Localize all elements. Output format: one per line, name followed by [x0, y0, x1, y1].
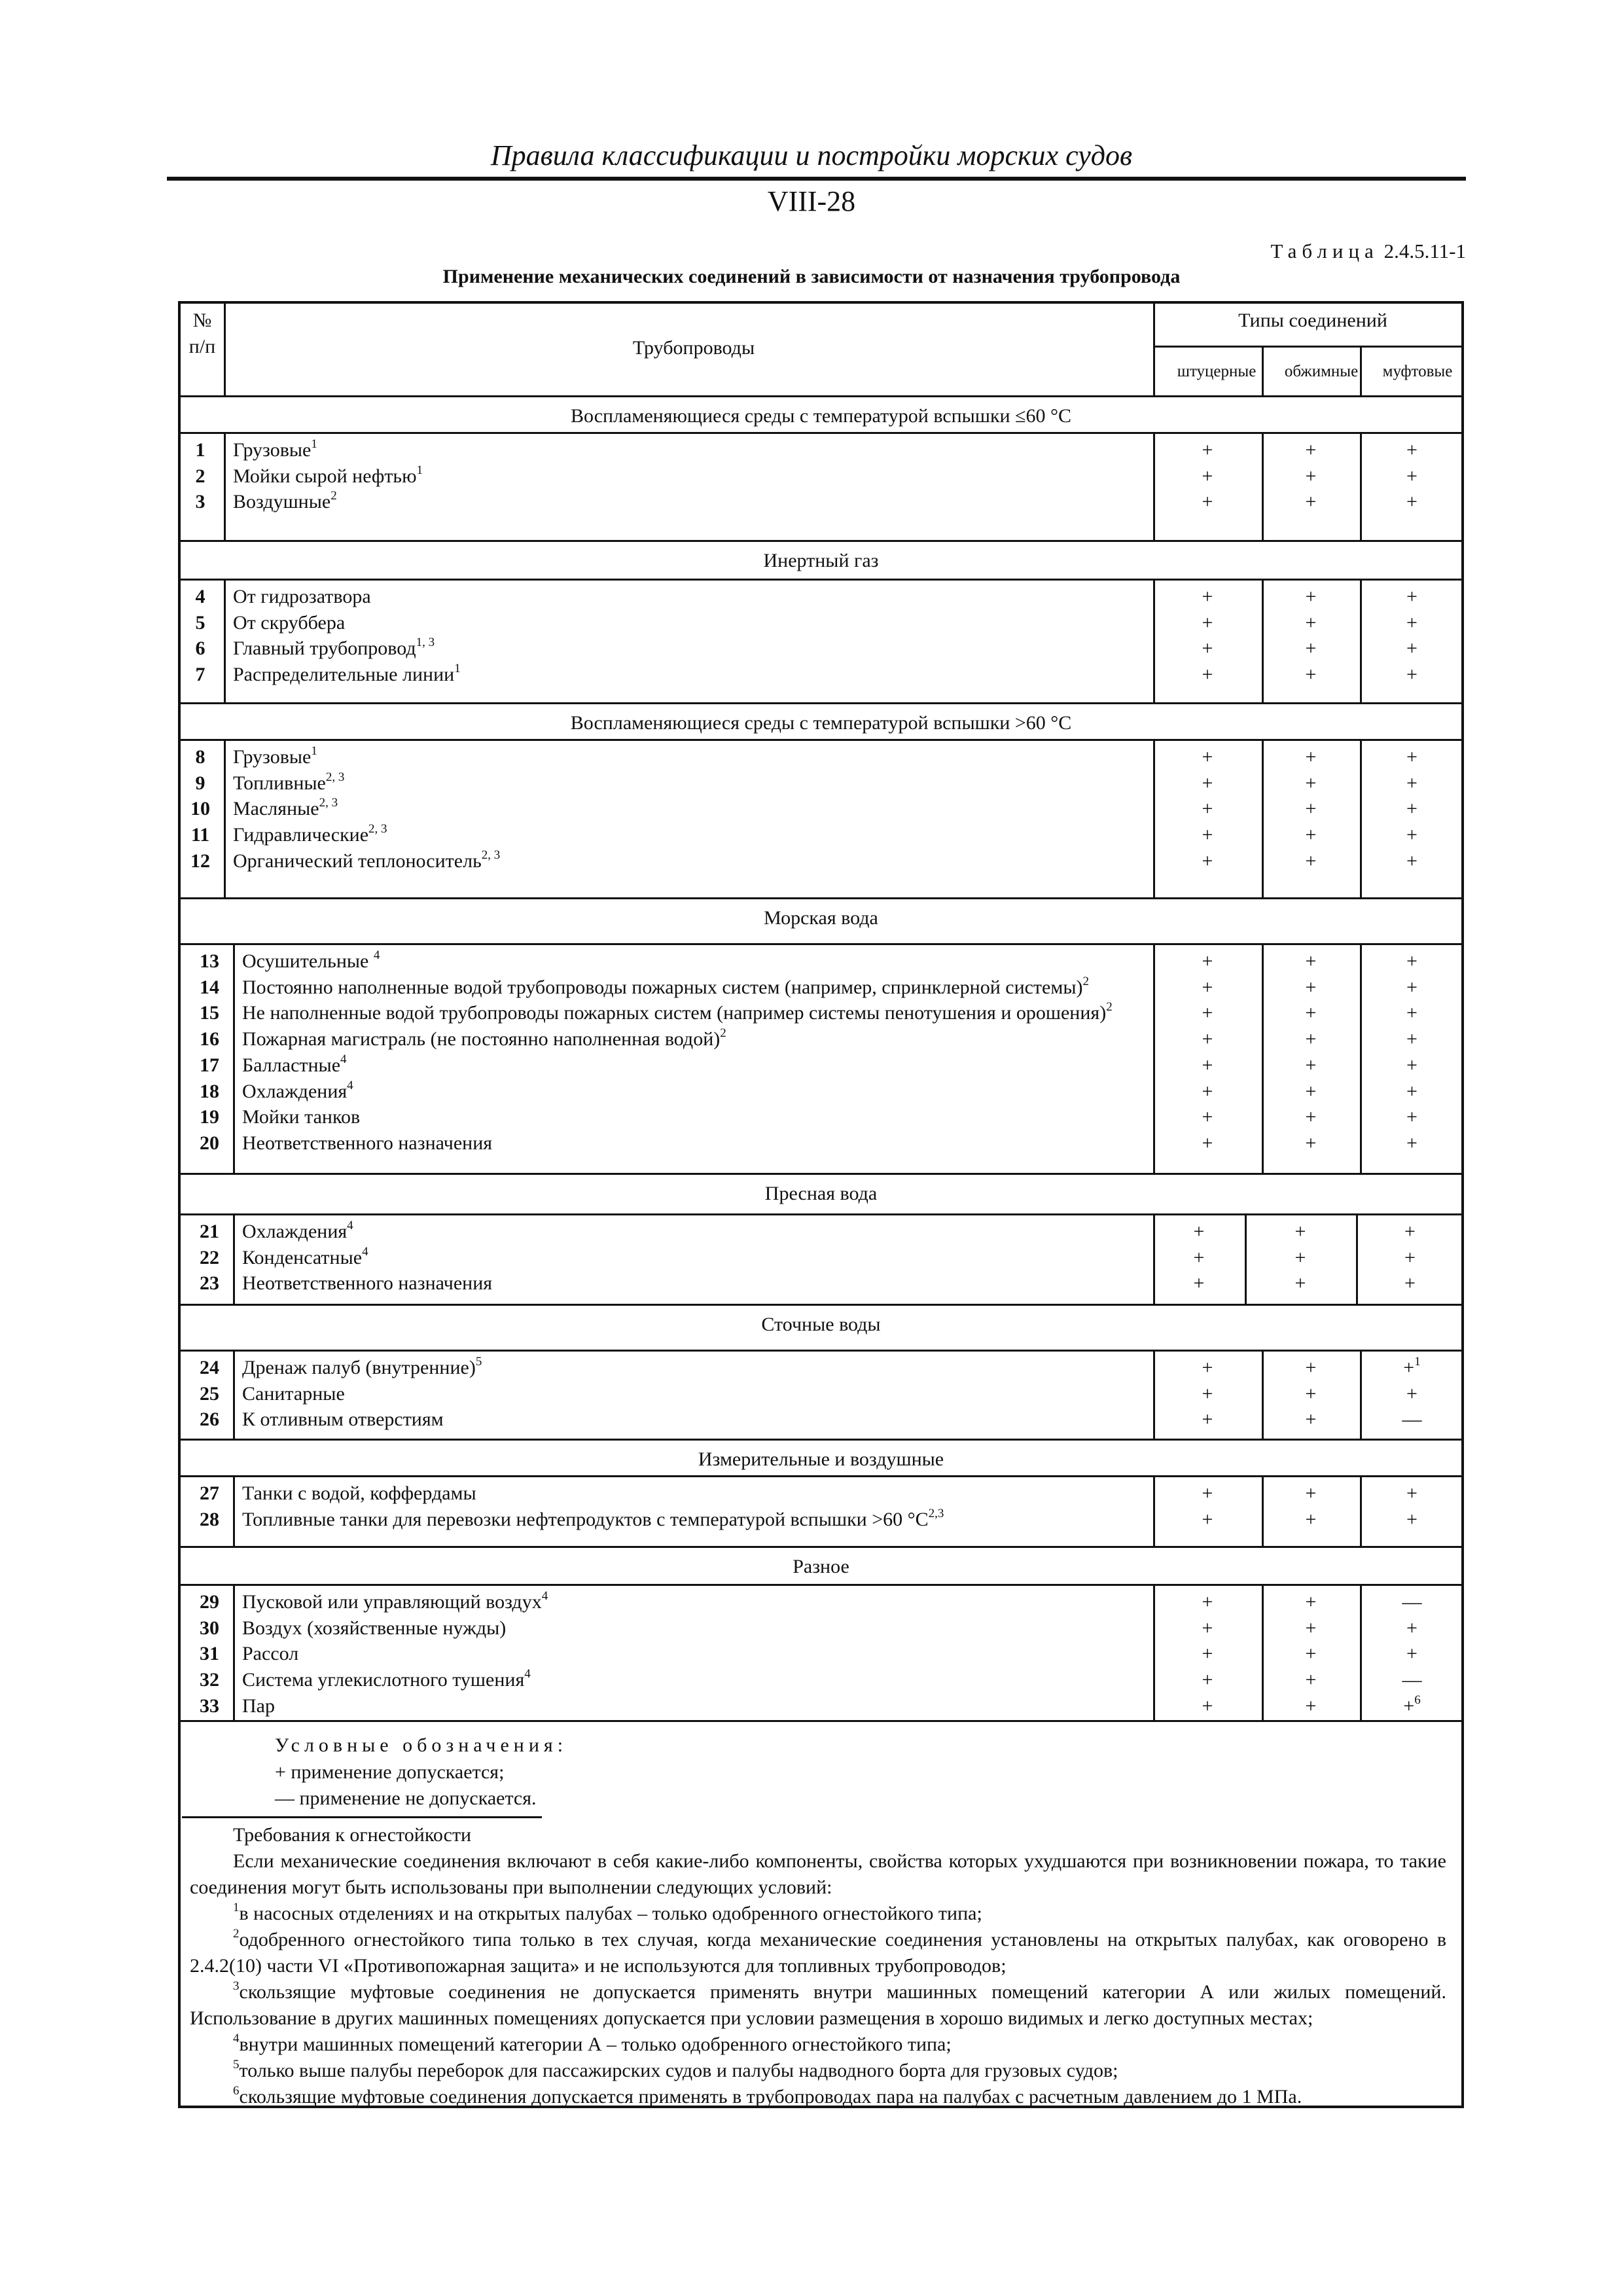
column-divider: [1360, 579, 1362, 702]
mark-b: +: [1305, 1591, 1317, 1613]
mark-c: +: [1406, 746, 1418, 768]
column-divider: [1245, 1213, 1247, 1304]
row-number: 22: [200, 1246, 219, 1268]
mark-c: +: [1406, 772, 1418, 794]
mark-a: +: [1202, 1132, 1213, 1154]
footnote-ref: 2: [720, 1026, 726, 1041]
number-divider: [224, 739, 226, 897]
mark-c: +: [1406, 465, 1418, 487]
mark-c: +: [1406, 1054, 1418, 1076]
row-number: 6: [195, 637, 205, 660]
section-rule: [178, 1546, 1464, 1548]
footnote-ref: 2, 3: [368, 822, 387, 836]
mark-c: +$^6$: [1403, 1693, 1421, 1717]
mark-c: +: [1406, 1002, 1418, 1024]
mark-a: +: [1202, 586, 1213, 607]
mark-b: +: [1294, 1272, 1306, 1295]
mark-a: +: [1202, 611, 1213, 634]
number-divider: [233, 1350, 235, 1439]
mark-a: +: [1202, 798, 1213, 820]
note-number: 6: [233, 2084, 240, 2098]
footnote-rule: [182, 1816, 542, 1818]
mark-a: +: [1193, 1272, 1205, 1295]
column-divider: [1360, 943, 1362, 1173]
mark-b: +: [1305, 1695, 1317, 1717]
section-rule: [178, 1213, 1464, 1215]
row-number: 32: [200, 1669, 219, 1691]
footnote-ref: 2: [1106, 1000, 1113, 1014]
row-name: Воздушные$^2$: [233, 489, 337, 513]
row-number: 1: [195, 439, 205, 461]
mark-b: +: [1305, 976, 1317, 998]
mark-a: +: [1202, 465, 1213, 487]
footnote-ref: 4: [340, 1052, 347, 1066]
footnote-ref: 4: [347, 1078, 353, 1092]
table-title: Применение механических соединений в зависимости от назначения трубопровода: [442, 266, 1181, 287]
row-name: Мойки танков: [242, 1106, 361, 1128]
row-name: Пусковой или управляющий воздух$^4$: [242, 1589, 548, 1613]
column-divider: [1262, 739, 1264, 897]
section-title: Инертный газ: [763, 550, 879, 571]
col-header-no-sub: п/п: [188, 336, 216, 357]
mark-c: +: [1406, 637, 1418, 660]
row-name: Воздух (хозяйственные нужды): [242, 1617, 507, 1639]
footnote-ref: 2,3: [928, 1506, 944, 1520]
mark-c: +: [1406, 950, 1418, 972]
section-title: Морская вода: [764, 907, 878, 929]
mark-c: —: [1402, 1408, 1422, 1431]
mark-a: +: [1202, 1408, 1213, 1431]
mark-a: +: [1202, 1669, 1213, 1691]
row-number: 2: [195, 465, 205, 487]
notes-intro: Если механические соединения включают в себя какие-либо компоненты, свойства которых ухудшаются при возникновении пожара, то такие соединения могут быть использованы при выполнении следующих условий:: [190, 1850, 1446, 1898]
footnote-ref: 4: [347, 1219, 353, 1232]
mark-a: +: [1202, 1002, 1213, 1024]
note-item: $^2$одобренного огнестойкого типа только в тех случая, когда механические соединения установлены на открытых палубах, как оговорено в 2.4.2(10) части VI «Противопожарная защита» и не используются для топливных трубопроводов;: [190, 1927, 1446, 1977]
mark-a: +: [1202, 1591, 1213, 1613]
col-header-no: №: [192, 310, 212, 331]
footnote-ref: 1, 3: [416, 636, 435, 650]
row-name: Дренаж палуб (внутренние)$^5$: [242, 1355, 482, 1378]
row-number: 25: [200, 1382, 219, 1405]
fire-resistance-notes: [190, 1822, 1446, 2110]
row-number: 5: [195, 611, 205, 634]
row-number: 9: [195, 772, 205, 794]
mark-b: +: [1305, 611, 1317, 634]
mark-c: +: [1406, 1508, 1418, 1530]
column-divider: [1262, 943, 1264, 1173]
row-name: Неответственного назначения: [242, 1132, 493, 1154]
row-number: 24: [200, 1357, 219, 1378]
running-title: Правила классификации и постройки морских судов: [490, 139, 1133, 171]
mark-c: +: [1406, 1382, 1418, 1405]
row-name: От гидрозатвора: [233, 586, 371, 607]
column-divider: [1262, 1350, 1264, 1439]
legend-title: Условные обозначения:: [275, 1734, 568, 1756]
section-rule: [178, 702, 1464, 704]
column-divider: [1360, 1350, 1362, 1439]
mark-c: +: [1406, 850, 1418, 872]
column-divider: [1360, 1475, 1362, 1546]
row-number: 28: [200, 1508, 219, 1530]
column-divider: [1262, 432, 1264, 540]
row-number: 29: [200, 1591, 219, 1613]
header-rule: [167, 177, 1466, 181]
footnote-ref: 4: [362, 1244, 368, 1259]
mark-b: +: [1294, 1221, 1306, 1242]
section-rule: [178, 1475, 1464, 1477]
row-number: 7: [195, 664, 205, 686]
mark-a: +: [1202, 850, 1213, 872]
number-divider: [233, 1475, 235, 1546]
mark-c: +: [1406, 1617, 1418, 1639]
mark-a: +: [1202, 1508, 1213, 1530]
mark-c: +: [1404, 1221, 1416, 1242]
notes-heading: Требования к огнестойкости: [233, 1824, 472, 1846]
mark-a: +: [1202, 1357, 1213, 1378]
header-divider-sleeve: [1360, 346, 1362, 395]
row-number: 3: [195, 491, 205, 513]
header-divider-sub: [1153, 346, 1464, 348]
row-number: 21: [200, 1221, 219, 1242]
mark-c: +: [1406, 1643, 1418, 1665]
row-number: 19: [200, 1106, 219, 1128]
column-divider: [1153, 1350, 1155, 1439]
column-divider: [1153, 1584, 1155, 1720]
section-rule: [178, 395, 1464, 397]
mark-c: +: [1404, 1272, 1416, 1295]
section-title: Пресная вода: [764, 1183, 878, 1204]
row-number: 20: [200, 1132, 219, 1154]
number-divider: [233, 1213, 235, 1304]
table-label-word: Таблица: [1270, 240, 1379, 262]
section-title: Воспламеняющиеся среды с температурой вспышки ≤60 °С: [570, 405, 1072, 427]
mark-a: +: [1202, 976, 1213, 998]
row-number: 8: [195, 746, 205, 768]
mark-a: +: [1202, 1617, 1213, 1639]
row-number: 27: [200, 1482, 219, 1504]
mark-a: +: [1202, 1054, 1213, 1076]
mark-b: +: [1305, 1106, 1317, 1128]
mark-a: +: [1202, 491, 1213, 513]
section-rule: [178, 432, 1464, 434]
note-item: $^6$скользящие муфтовые соединения допускается применять в трубопроводах пара на палубах с расчетным давлением до 1 МПа.: [233, 2084, 1302, 2108]
row-number: 11: [190, 824, 210, 846]
row-name: Система углекислотного тушения$^4$: [242, 1667, 531, 1691]
col-header-sleeve: муфтовые: [1382, 363, 1453, 380]
page-number: VIII-28: [767, 185, 856, 217]
row-number: 31: [200, 1643, 219, 1665]
mark-b: +: [1305, 746, 1317, 768]
col-header-pipelines: Трубопроводы: [632, 337, 755, 359]
footnote-ref: 5: [475, 1355, 482, 1369]
section-rule: [178, 540, 1464, 542]
row-name: Распределительные линии$^1$: [233, 662, 461, 686]
note-number: 5: [233, 2058, 240, 2072]
section-rule: [178, 739, 1464, 741]
row-name: Осушительные $^4$: [242, 948, 380, 972]
mark-b: +: [1305, 637, 1317, 660]
mark-b: +: [1305, 664, 1317, 686]
mark-a: +: [1202, 1106, 1213, 1128]
row-number: 23: [200, 1272, 219, 1295]
footnote-ref: 2, 3: [319, 796, 338, 810]
mark-c: —: [1402, 1591, 1422, 1613]
footnote-ref: 2: [1082, 974, 1089, 988]
note-item: $^4$внутри машинных помещений категории А – только одобренного огнестойкого типа;: [233, 2032, 952, 2055]
row-name: Мойки сырой нефтью$^1$: [233, 463, 423, 487]
mark-b: +: [1305, 850, 1317, 872]
section-title: Воспламеняющиеся среды с температурой вспышки >60 °С: [570, 712, 1072, 734]
row-name: Пар: [242, 1695, 275, 1717]
mark-a: +: [1202, 1382, 1213, 1405]
mark-a: +: [1202, 1643, 1213, 1665]
mark-c: +: [1406, 1028, 1418, 1050]
mark-a: +: [1202, 772, 1213, 794]
footnote-ref: 6: [1414, 1693, 1421, 1707]
mark-a: +: [1202, 824, 1213, 846]
mark-b: +: [1305, 1617, 1317, 1639]
footnote-ref: 2: [330, 489, 337, 503]
row-name: Пожарная магистраль (не постоянно наполненная водой)$^2$: [242, 1026, 726, 1050]
mark-b: +: [1305, 1508, 1317, 1530]
mark-b: +: [1305, 1482, 1317, 1504]
mark-c: +: [1406, 798, 1418, 820]
footnote-ref: 4: [373, 948, 380, 962]
mark-c: +: [1406, 1106, 1418, 1128]
mark-b: +: [1305, 439, 1317, 461]
section-rule: [178, 1439, 1464, 1441]
column-divider: [1356, 1213, 1358, 1304]
row-name: Неответственного назначения: [242, 1272, 493, 1295]
note-item: $^1$в насосных отделениях и на открытых палубах – только одобренного огнестойкого типа;: [233, 1901, 982, 1924]
note-number: 2: [233, 1927, 240, 1941]
section-title: Сточные воды: [761, 1314, 881, 1335]
table-number: 2.4.5.11-1: [1383, 240, 1466, 262]
number-divider: [224, 432, 226, 540]
mark-b: +: [1305, 1408, 1317, 1431]
note-item: $^5$только выше палубы переборок для пассажирских судов и палубы надводного борта для грузовых судов;: [233, 2058, 1118, 2081]
mark-c: +: [1406, 976, 1418, 998]
row-number: 17: [200, 1054, 219, 1076]
mark-c: +: [1406, 611, 1418, 634]
footnote-ref: 1: [1414, 1355, 1421, 1369]
footnote-ref: 4: [541, 1589, 548, 1603]
section-rule: [178, 943, 1464, 945]
row-number: 15: [200, 1002, 219, 1024]
col-header-types: Типы соединений: [1238, 310, 1387, 331]
mark-b: +: [1305, 1002, 1317, 1024]
note-number: 4: [233, 2032, 240, 2045]
mark-c: +$^1$: [1403, 1355, 1421, 1378]
notes-list: [190, 1901, 1446, 2110]
footnote-ref: 4: [524, 1667, 531, 1681]
column-divider: [1153, 739, 1155, 897]
header-divider-crimp: [1262, 346, 1264, 395]
row-number: 10: [190, 798, 210, 820]
mark-c: +: [1406, 824, 1418, 846]
mark-c: +: [1406, 1132, 1418, 1154]
mark-b: +: [1294, 1246, 1306, 1268]
note-number: 1: [233, 1901, 240, 1914]
mark-b: +: [1305, 1357, 1317, 1378]
section-rule: [178, 1350, 1464, 1352]
column-divider: [1262, 1584, 1264, 1720]
mark-c: —: [1402, 1669, 1422, 1691]
row-name: Охлаждения$^4$: [242, 1219, 353, 1242]
row-number: 18: [200, 1080, 219, 1102]
number-divider: [224, 579, 226, 702]
mark-a: +: [1202, 1695, 1213, 1717]
row-name: Не наполненные водой трубопроводы пожарных систем (например системы пенотушения и орошения)$^2$: [242, 1000, 1113, 1024]
mark-a: +: [1202, 1028, 1213, 1050]
note-item: $^3$скользящие муфтовые соединения не допускается применять внутри машинных помещений категории А или жилых помещений. Использование в других машинных помещениях допускается при условии размещения в хорошо видимых и легко доступных местах;: [190, 1979, 1446, 2029]
row-number: 12: [190, 850, 210, 872]
section-title: Измерительные и воздушные: [698, 1448, 944, 1470]
column-divider: [1153, 1213, 1155, 1304]
column-divider: [1153, 943, 1155, 1173]
legend-dash: — применение не допускается.: [275, 1787, 537, 1809]
footnote-ref: 2, 3: [481, 848, 501, 862]
mark-b: +: [1305, 1382, 1317, 1405]
footnote-ref: 1: [311, 744, 317, 758]
mark-c: +: [1406, 439, 1418, 461]
row-number: 4: [195, 586, 205, 607]
mark-a: +: [1202, 1080, 1213, 1102]
column-divider: [1153, 1475, 1155, 1546]
row-name: Постоянно наполненные водой трубопроводы пожарных систем (например, спринклерной системы)$^2$: [242, 974, 1089, 998]
row-name: Санитарные: [242, 1382, 345, 1405]
row-number: 13: [200, 950, 219, 972]
row-name: Органический теплоноситель$^{2, 3}$: [233, 848, 501, 872]
number-divider: [233, 943, 235, 1173]
column-divider: [1360, 1584, 1362, 1720]
footnote-ref: 1: [311, 437, 317, 451]
mark-b: +: [1305, 1669, 1317, 1691]
row-name: Главный трубопровод$^{1, 3}$: [233, 636, 435, 660]
mark-b: +: [1305, 798, 1317, 820]
row-number: 33: [200, 1695, 219, 1717]
row-name: К отливным отверстиям: [242, 1408, 444, 1431]
mark-a: +: [1202, 1482, 1213, 1504]
footnote-ref: 2, 3: [325, 770, 345, 784]
mark-c: +: [1406, 586, 1418, 607]
row-number: 14: [200, 976, 219, 998]
mark-b: +: [1305, 586, 1317, 607]
note-number: 3: [233, 1979, 240, 1993]
mark-b: +: [1305, 1028, 1317, 1050]
mark-a: +: [1202, 439, 1213, 461]
mark-a: +: [1202, 746, 1213, 768]
column-divider: [1360, 739, 1362, 897]
header-divider-types: [1153, 301, 1155, 395]
mark-a: +: [1202, 637, 1213, 660]
mark-b: +: [1305, 465, 1317, 487]
row-name: Топливные танки для перевозки нефтепродуктов с температурой вспышки >60 $^\circ С^{2,3}$: [242, 1506, 944, 1530]
legend-plus: + применение допускается;: [275, 1761, 505, 1783]
col-header-crimp: обжимные: [1284, 363, 1359, 380]
mark-b: +: [1305, 824, 1317, 846]
column-divider: [1153, 432, 1155, 540]
column-divider: [1153, 579, 1155, 702]
row-name: Рассол: [242, 1643, 299, 1665]
row-name: Масляные$^{2, 3}$: [233, 796, 338, 820]
mark-c: +: [1406, 1080, 1418, 1102]
row-number: 30: [200, 1617, 219, 1639]
section-rule: [178, 897, 1464, 899]
row-number: 26: [200, 1408, 219, 1431]
mark-b: +: [1305, 1080, 1317, 1102]
mark-c: +: [1406, 664, 1418, 686]
mark-b: +: [1305, 950, 1317, 972]
number-divider: [233, 1584, 235, 1720]
section-rule: [178, 1173, 1464, 1175]
row-name: Гидравлические$^{2, 3}$: [233, 822, 387, 846]
section-rule: [178, 579, 1464, 581]
column-divider: [1262, 579, 1264, 702]
section-title: Разное: [793, 1556, 849, 1577]
mark-c: +: [1406, 1482, 1418, 1504]
footnote-ref: 1: [416, 463, 423, 477]
header-divider-no: [224, 301, 226, 395]
mark-b: +: [1305, 1054, 1317, 1076]
row-name: Грузовые$^1$: [233, 437, 317, 461]
mark-c: +: [1406, 491, 1418, 513]
col-header-fitting: штуцерные: [1177, 363, 1257, 380]
row-name: Грузовые$^1$: [233, 744, 317, 768]
column-divider: [1262, 1475, 1264, 1546]
row-name: Охлаждения$^4$: [242, 1078, 353, 1102]
mark-a: +: [1202, 664, 1213, 686]
section-rule: [178, 1584, 1464, 1586]
row-number: 16: [200, 1028, 219, 1050]
row-name: Танки с водой, коффердамы: [242, 1482, 476, 1504]
row-name: Балластные$^4$: [242, 1052, 347, 1076]
mark-a: +: [1193, 1246, 1205, 1268]
mark-b: +: [1305, 1132, 1317, 1154]
mark-c: +: [1404, 1246, 1416, 1268]
footnote-ref: 1: [454, 662, 461, 676]
column-divider: [1360, 432, 1362, 540]
mark-b: +: [1305, 1643, 1317, 1665]
mark-b: +: [1305, 491, 1317, 513]
mark-a: +: [1202, 950, 1213, 972]
legend-rule: [178, 1720, 1464, 1722]
row-name: От скруббера: [233, 611, 346, 634]
row-name: Топливные$^{2, 3}$: [233, 770, 345, 794]
mark-a: +: [1193, 1221, 1205, 1242]
table-label: [1270, 240, 1466, 263]
row-name: Конденсатные$^4$: [242, 1244, 368, 1268]
mark-b: +: [1305, 772, 1317, 794]
section-rule: [178, 1304, 1464, 1306]
